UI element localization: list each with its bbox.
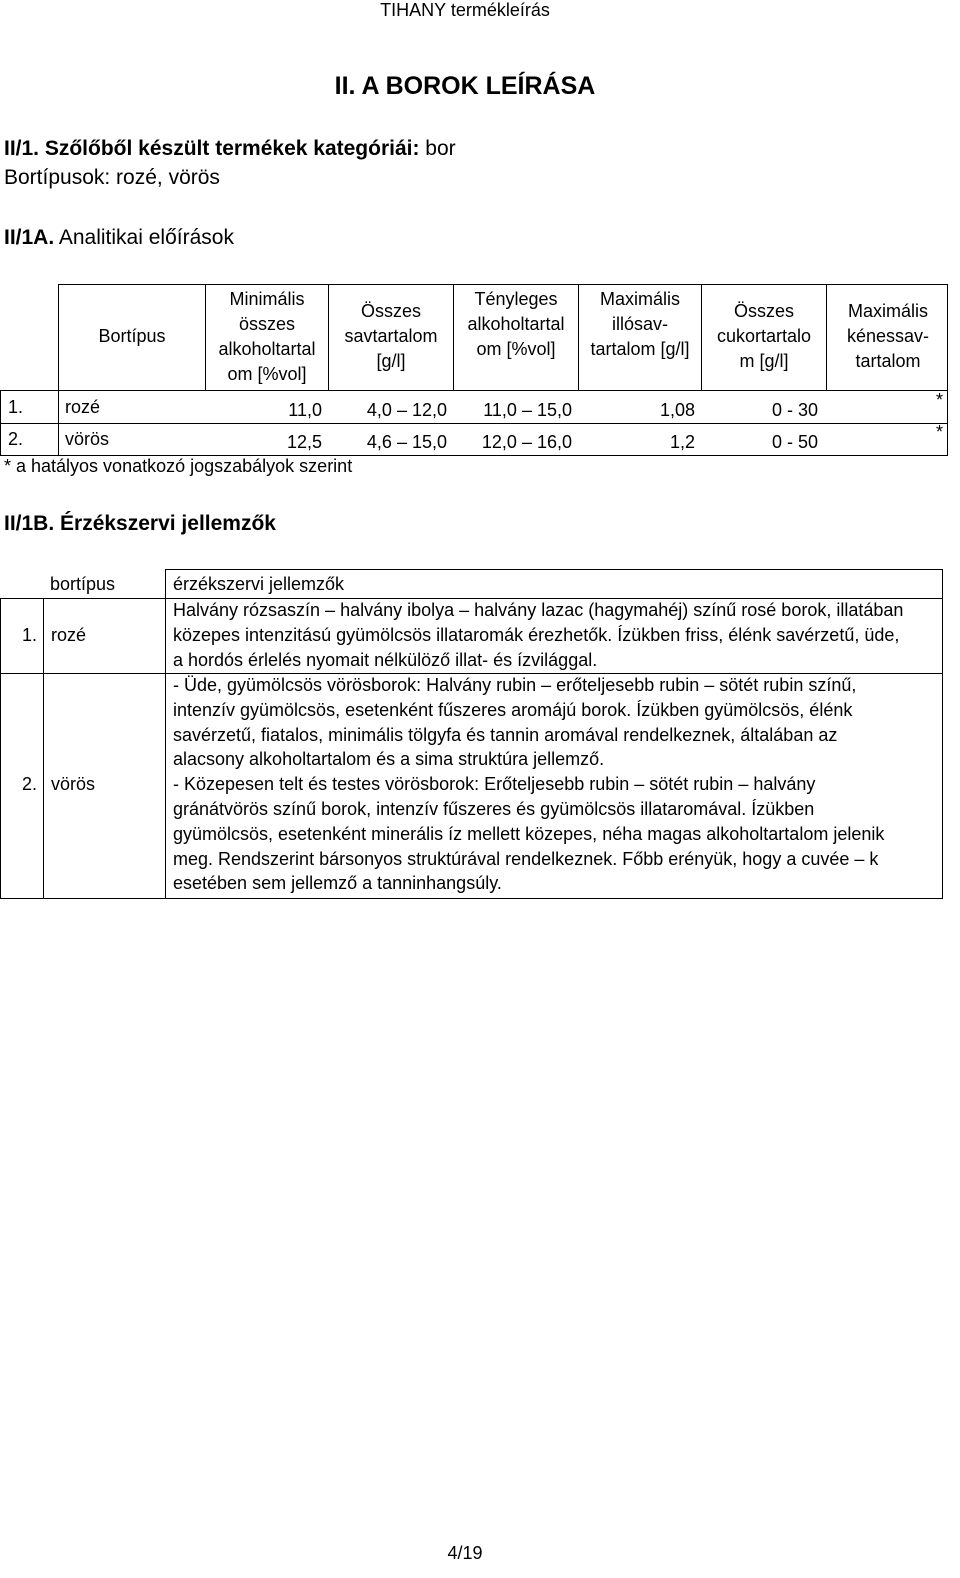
section-1-heading-rest: bor — [419, 137, 456, 160]
col-header-min-alcohol: Minimális összes alkoholtartal om [%vol] — [218, 289, 316, 384]
row-2-total-acid: 4,6 – 15,0 — [366, 432, 447, 452]
row-1-actual-alcohol: 11,0 – 15,0 — [483, 400, 572, 420]
table-border — [58, 284, 948, 285]
sensory-row-1-type: rozé — [51, 625, 87, 645]
description-line: a hordós érlelés nyomait nélkülöző illat- és ízvilággal. — [173, 649, 598, 670]
table-border — [58, 284, 59, 456]
table-border — [826, 284, 827, 391]
table-border — [165, 569, 943, 570]
running-header: TIHANY termékleírás — [380, 0, 550, 20]
sensory-row-2-type: vörös — [51, 774, 96, 794]
row-2-total-sugar: 0 - 50 — [771, 432, 818, 452]
sensory-row-2-number: 2. — [22, 774, 38, 794]
sensory-row-2-description — [173, 673, 884, 896]
section-1b-heading: II/1B. Érzékszervi jellemzők — [4, 512, 276, 535]
table-border — [947, 284, 948, 456]
section-1a-heading-rest: Analitikai előírások — [54, 226, 234, 249]
table-border — [205, 284, 206, 391]
description-line: intenzív gyümölcsös, esetenként fűszeres aromájú borok. Ízükben gyümölcsös, élénk — [173, 699, 853, 720]
table-border — [43, 598, 44, 899]
description-line: esetében sem jellemző a tanninhangsúly. — [173, 873, 502, 894]
description-line: gyümölcsös, esetenként minerális íz mellett közepes, néha magas alkoholtartalom jelenik — [173, 823, 885, 844]
table-border — [328, 284, 329, 391]
page-number: 4/19 — [447, 1543, 483, 1563]
row-2-type: vörös — [65, 429, 110, 449]
table-border — [942, 569, 943, 899]
description-line: - Közepesen telt és testes vörösborok: Erőteljesebb rubin – sötét rubin – halvány — [173, 774, 816, 795]
sensory-row-1-description — [173, 598, 903, 672]
col-header-volatile-acid: Maximális illósav-tartalom [g/l] — [590, 289, 690, 359]
section-1a-heading-bold: II/1A. — [4, 226, 55, 249]
table-border — [0, 598, 1, 899]
table-border — [0, 390, 1, 456]
row-1-type: rozé — [65, 397, 101, 417]
analytical-table — [0, 284, 948, 456]
wine-types-line: Bortípusok: rozé, vörös — [4, 166, 220, 189]
page-title: II. A BOROK LEÍRÁSA — [334, 72, 596, 100]
description-line: alacsony alkoholtartalom és a sima struktúra jellemző. — [173, 749, 605, 770]
col-header-wine-type: bortípus — [50, 574, 116, 594]
table-border — [0, 390, 948, 391]
table-border — [578, 284, 579, 391]
table-border — [701, 284, 702, 391]
section-1-heading — [4, 137, 456, 161]
row-1-volatile-acid: 1,08 — [659, 400, 695, 420]
row-2-sulphurous-acid: * — [935, 422, 943, 442]
col-header-total-sugar: Összes cukortartalo m [g/l] — [716, 301, 812, 371]
row-1-sulphurous-acid: * — [935, 390, 943, 410]
row-2-number: 2. — [8, 429, 24, 449]
row-2-actual-alcohol: 12,0 – 16,0 — [481, 432, 572, 452]
col-header-total-acid: Összes savtartalom [g/l] — [344, 301, 438, 371]
table-footnote: * a hatályos vonatkozó jogszabályok szerint — [4, 456, 353, 476]
section-1-heading-bold: II/1. Szőlőből készült termékek kategóriái: — [4, 137, 420, 160]
row-1-min-alcohol: 11,0 — [288, 400, 322, 420]
sensory-table — [0, 569, 943, 900]
description-line: gránátvörös színű borok, intenzív fűszeres és gyümölcsös illataromával. Ízükben — [173, 798, 815, 819]
col-header-sensory: érzékszervi jellemzők — [173, 574, 345, 594]
col-header-type: Bortípus — [98, 326, 166, 346]
row-1-number: 1. — [8, 397, 24, 417]
description-line: közepes intenzitású gyümölcsös illataromák érezhetők. Ízükben friss, élénk savérzetű, üde, — [173, 624, 900, 645]
row-1-total-acid: 4,0 – 12,0 — [366, 400, 447, 420]
row-2-volatile-acid: 1,2 — [669, 432, 695, 452]
description-line: Halvány rózsaszín – halvány ibolya – halvány lazac (hagymahéj) színű rosé borok, illatában — [173, 600, 904, 620]
table-border — [0, 423, 948, 424]
description-line: - Üde, gyümölcsös vörösborok: Halvány rubin – erőteljesebb rubin – sötét rubin színű, — [173, 675, 857, 695]
row-2-min-alcohol: 12,5 — [286, 432, 322, 452]
row-1-total-sugar: 0 - 30 — [771, 400, 818, 420]
description-line: meg. Rendszerint bársonyos struktúrával rendelkeznek. Főbb erényük, hogy a cuvée – k — [173, 848, 879, 869]
col-header-sulphurous-acid: Maximális kénessav-tartalom — [846, 301, 930, 371]
table-border — [165, 569, 166, 899]
sensory-row-1-number: 1. — [22, 625, 38, 645]
description-line: savérzetű, fiatalos, minimális tölgyfa és tannin aromával rendelkeznek, általában az — [173, 724, 838, 745]
table-border — [0, 898, 943, 899]
table-border — [453, 284, 454, 391]
section-1a-heading — [4, 226, 234, 250]
col-header-actual-alcohol: Tényleges alkoholtartal om [%vol] — [467, 289, 565, 359]
